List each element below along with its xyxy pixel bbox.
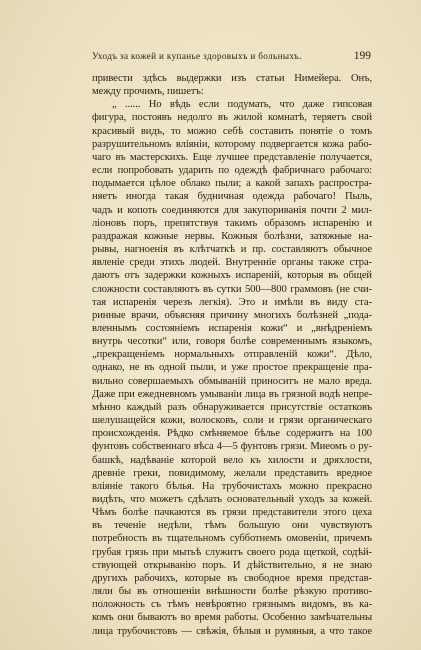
- text-line: „ ...... Но вѣдь если подумать, что даже гипсовая: [112, 99, 372, 111]
- text-line: Чѣмъ болѣе пачкаются въ грязи представители этого цеха: [92, 507, 372, 519]
- running-head: Уходъ за кожей и купанье здоровыхъ и больныхъ.: [92, 51, 302, 61]
- text-line: рывы, нагноенія въ клѣтчаткѣ и пр. составляютъ обычное: [92, 244, 372, 256]
- text-line: вленнымъ состояніемъ испаренія кожи“ и „внѣдреніемъ: [92, 322, 372, 334]
- text-line: няетъ иногда такая будничная одежда рабочаго! Пыль,: [92, 191, 372, 203]
- text-line: ринные врачи, объясняя причину многихъ болѣзней „пода-: [92, 309, 372, 321]
- text-line: вліяніе такого бѣлья. На трубочистахъ можно прекрасно: [92, 480, 372, 492]
- text-line: Даже при ежедневномъ умываніи лица въ грязной водѣ непре-: [92, 388, 372, 400]
- text-line: въ теченіе недѣли, тѣмъ большую они чувствуютъ: [92, 520, 372, 532]
- text-line: если попробовать ударить по одеждѣ фабричнаго рабочаго:: [92, 165, 372, 177]
- page-number: 199: [353, 50, 371, 62]
- text-line: однако, не въ одной пыли, и уже простое прекращеніе пра-: [92, 362, 372, 374]
- text-line: древніе греки, повидимому, желали представить вредное: [92, 467, 372, 479]
- text-line: чаго въ мастерскихъ. Еще лучшее представленіе получается,: [92, 151, 372, 163]
- text-line: мѣнно каждый разъ обнаруживается присутствіе остатковъ: [92, 401, 372, 413]
- text-line: комъ они бываютъ во время работы. Особенно замѣчательны: [92, 612, 372, 624]
- text-line: положность съ тѣмъ невѣроятно грязнымъ видомъ, въ ка-: [92, 599, 372, 611]
- text-line: фигура, постоявъ недолго въ жилой комнатѣ, теряетъ свой: [92, 112, 372, 124]
- text-line: шелушащейся кожи, волосковъ, соли и грязи органическаго: [92, 415, 372, 427]
- text-line: тая испаренія черезъ легкія). Это и имѣли въ виду ста-: [92, 296, 372, 308]
- text-line: грубая грязь при мытьѣ служитъ своего рода щеткой, содѣй-: [92, 546, 372, 558]
- text-line: фунтовъ собственнаго вѣса 4—5 фунтовъ грязи. Миеомъ о ру-: [92, 441, 372, 453]
- text-line: видѣть, что можетъ сдѣлать основательный уходъ за кожей.: [92, 494, 372, 505]
- text-line: раздражая кожные нервы. Кожныя болѣзни, затяжные на-: [92, 230, 372, 242]
- text-line: башкѣ, надѣваніе которой вело къ хилости и дряхлости,: [92, 454, 372, 466]
- text-line: даютъ отъ задержки кожныхъ испареній, которыя въ общей: [92, 270, 372, 282]
- text-line: ліоновъ поръ, препятствуя такимъ образомъ испаренію и: [92, 217, 372, 229]
- text-line: внутрь чесотки“ или, говоря болѣе современнымъ языкомъ,: [92, 336, 372, 348]
- text-line: между прочимъ, пишетъ:: [92, 86, 204, 98]
- text-line: происхожденія. Рѣдко смѣняемое бѣлье содержитъ на 100: [92, 428, 372, 440]
- text-line: подымается цѣлое облако пыли; а какой запахъ распростра-: [92, 178, 372, 190]
- page-header: [92, 50, 371, 62]
- text-line: разрушительномъ вліяніи, которому подвергается кожа рабо-: [92, 138, 372, 150]
- text-line: красивый видъ, то можно себѣ составить понятіе о томъ: [92, 125, 372, 137]
- text-line: лица трубочистовъ — свѣжія, бѣлыя и румяныя, а что такое: [92, 625, 372, 637]
- text-line: сложности составляютъ въ сутки 500—800 граммовъ (не счи-: [92, 283, 372, 295]
- text-line: явленіе среди этихъ людей. Внутренніе органы также стра-: [92, 257, 372, 269]
- text-line: привести здѣсь выдержки изъ статьи Нимейера. Онъ,: [92, 73, 372, 84]
- text-line: ствующей открыванію поръ. И дѣйствительно, я не знаю: [92, 559, 372, 571]
- body-text: [92, 72, 372, 638]
- text-line: потребность въ тщательномъ субботнемъ омовеніи, причемъ: [92, 533, 372, 545]
- text-line: другихъ рабочихъ, которые въ свободное время представ-: [92, 572, 372, 584]
- text-line: чадъ и копоть соединяются для закупориванія почти 2 мил-: [92, 204, 372, 216]
- text-line: вильно совершаемыхъ обмываній приноситъ не мало вреда.: [92, 375, 372, 387]
- text-line: ляли бы въ отношеніи внѣшности болѣе рѣзкую противо-: [92, 586, 372, 598]
- text-line: „прекращеніемъ нормальныхъ отправленій кожи“. Дѣло,: [92, 349, 372, 361]
